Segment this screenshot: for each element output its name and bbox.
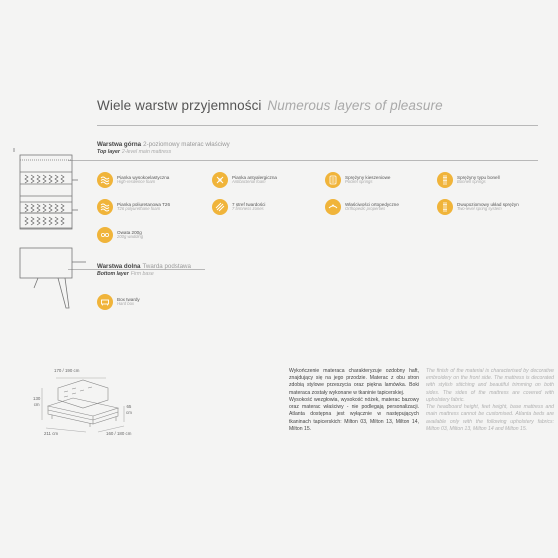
- bottom-layer-subtitle-pl: Twarda podstawa: [142, 263, 191, 270]
- feature-label-en: Bonnell springs: [457, 179, 486, 185]
- top-layer-title: [97, 141, 230, 148]
- feature-label-en: 200g wadding: [117, 234, 144, 240]
- feature-label-en: 7 firmness zones: [232, 206, 264, 212]
- wadding-icon: [97, 227, 113, 243]
- bottom-layer-title-en: Bottom layer: [97, 271, 129, 277]
- bed-cross-section-diagram: [0, 140, 96, 320]
- feature-item: [212, 199, 265, 215]
- top-layer-title-en-row: [97, 149, 171, 155]
- top-layer-title-pl: Warstwa górna: [97, 141, 142, 148]
- divider-layer-top: [68, 160, 538, 161]
- foam-t26-icon: [97, 199, 113, 215]
- feature-label-en: High-resilience foam: [117, 179, 156, 185]
- description-pl-paragraph: Wysokość wezgłowia, wysokość nóżek, materac bazowy oraz materac właściwy - nie podlegają personalizacji. Atlanta dostępna jest wyłącznie w następujących tkaninach tapicerskich: Milton 03, Milton 13, Milton 14, Milton 15.: [289, 396, 419, 432]
- bed-dimension-drawing: [28, 370, 148, 436]
- description-pl-paragraph: Wykończenie materaca charakteryzuje ozdobny haft, znajdujący się na jego przodzie. Materac z obu stron zdobią stylowe przeszycia oraz piękna lamówka. Boki materaca zostały wykonane w tkaninie tapicerskiej.: [289, 368, 419, 396]
- pocket-spring-icon: [325, 172, 341, 188]
- feature-item: [325, 199, 399, 215]
- feature-label-en: Orthopedic properties: [345, 206, 386, 212]
- title-en: Numerous layers of pleasure: [267, 98, 443, 113]
- feature-label: Właściwości ortopedyczne: [345, 201, 399, 207]
- bottom-layer-title: [97, 263, 191, 270]
- bottom-layer-subtitle-en: Firm base: [130, 271, 154, 277]
- feature-label-en: Hard box: [117, 301, 134, 307]
- top-layer-subtitle-en: 2-level main mattress: [121, 149, 172, 155]
- dimension-box-height: 65 cm: [126, 404, 132, 415]
- feature-label: Sprężyny kieszeniowe: [345, 174, 391, 180]
- bonnell-spring-icon: [437, 172, 453, 188]
- description-pl: [289, 368, 419, 433]
- antiallergic-icon: [212, 172, 228, 188]
- top-layer-subtitle-pl: 2-poziomowy materac właściwy: [143, 141, 230, 148]
- feature-item: [437, 172, 500, 188]
- bottom-layer-title-en-row: [97, 271, 154, 277]
- feature-item: [325, 172, 390, 188]
- feature-label-en: Antibacterial foam: [232, 179, 266, 185]
- feature-item: [212, 172, 277, 188]
- title-pl: Wiele warstw przyjemności: [97, 98, 262, 113]
- bottom-layer-title-pl: Warstwa dolna: [97, 263, 141, 270]
- feature-item: [97, 294, 140, 310]
- feature-item: [437, 199, 519, 215]
- top-layer-title-en: Top layer: [97, 149, 120, 155]
- feature-label: Pianka poliuretanowa T26: [117, 201, 171, 207]
- feature-label-en: Pocket springs: [345, 179, 373, 185]
- dimension-width: 160 / 180 cm: [106, 431, 132, 436]
- feature-label: 7 stref twardości: [232, 201, 266, 207]
- feature-item: [97, 199, 170, 215]
- dimension-height: 130 cm: [33, 396, 41, 407]
- dimension-length: 211 cm: [44, 431, 59, 436]
- feature-label: Pianka antyalergiczna: [232, 174, 277, 180]
- feature-label-en: T26 polyurethane foam: [117, 206, 161, 212]
- box-icon: [97, 294, 113, 310]
- description-en-paragraph: The finish of the material is characterised by decorative embroidery on the front side. The mattress is decorated with stylish stitching and beautiful trimming on both sides. The sides of the mattress are covered with upholstery fabric.: [426, 368, 554, 403]
- description-en: [426, 368, 554, 433]
- page-title: [97, 98, 443, 113]
- two-level-spring-icon: [437, 199, 453, 215]
- feature-label-en: Two-level spring system: [457, 206, 502, 212]
- feature-label: Dwupoziomowy układ sprężyn: [457, 201, 519, 207]
- feature-label: Box twardy: [117, 296, 140, 302]
- feature-label: Pianka wysokoelastyczna: [117, 174, 170, 180]
- feature-item: [97, 227, 143, 243]
- feature-item: [97, 172, 169, 188]
- description-en-paragraph: The headboard height, feet height, base mattress and main mattress cannot be customised. Atlanta beds are available only with the following upholstery fabrics: Milton 03, Milton 13, Milton 14 and Milton 15.: [426, 404, 554, 432]
- dimension-top: 170 / 190 cm: [54, 368, 80, 373]
- feature-label: Owata 200g: [117, 229, 142, 235]
- feature-label: Sprężyny typu bonell: [457, 174, 500, 180]
- divider-top: [97, 125, 538, 126]
- orthopedic-icon: [325, 199, 341, 215]
- firmness-zones-icon: [212, 199, 228, 215]
- foam-icon: [97, 172, 113, 188]
